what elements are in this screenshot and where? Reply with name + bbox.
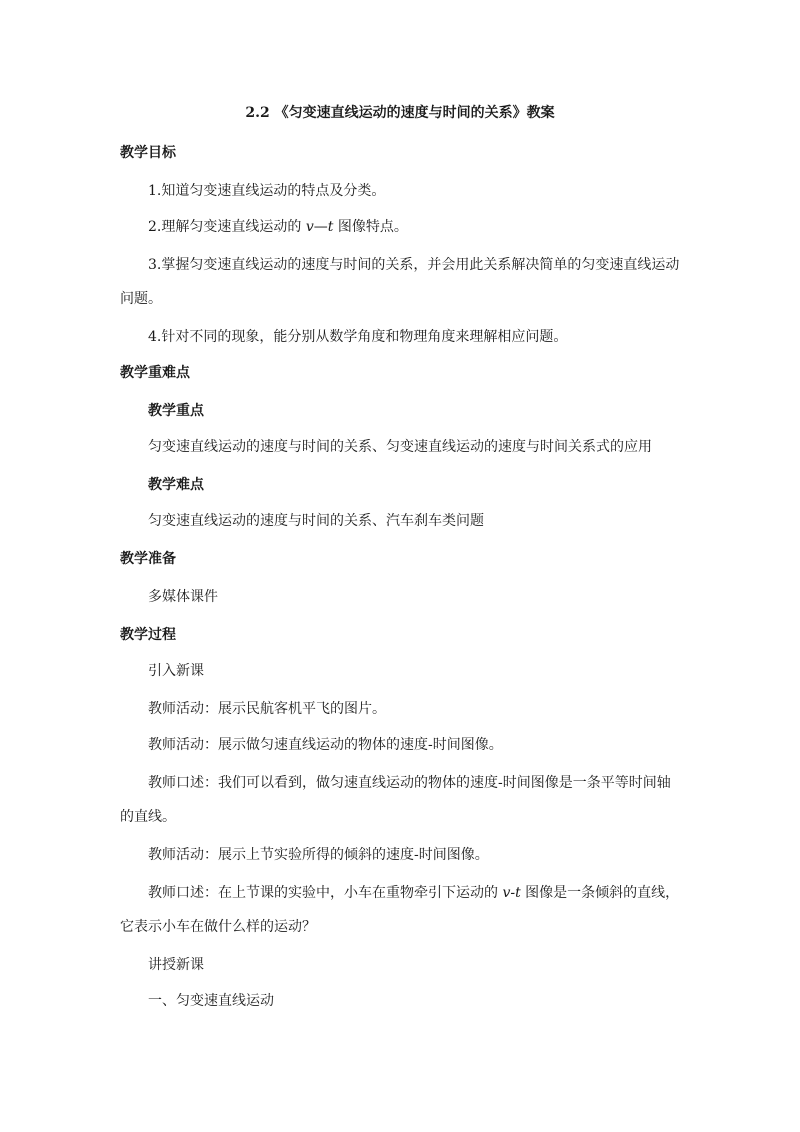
- heading-teaching-preparation: 教学准备: [120, 551, 176, 567]
- process-intro: 引入新课: [148, 663, 204, 679]
- process-lecture: 讲授新课: [148, 957, 204, 973]
- process-oral-2-var: v-t: [502, 885, 521, 901]
- goal-item-3-line-2: 问题。: [120, 291, 162, 307]
- process-oral-2-line-2: 它表示小车在做什么样的运动？: [120, 919, 316, 935]
- process-activity-3: 教师活动：展示上节实验所得的倾斜的速度-时间图像。: [148, 847, 489, 863]
- heading-difficult-points: 教学难点: [148, 477, 204, 493]
- heading-teaching-goals: 教学目标: [120, 145, 176, 161]
- process-oral-2-pre: 教师口述：在上节课的实验中，小车在重物牵引下运动的: [148, 885, 503, 901]
- heading-key-difficult-points: 教学重难点: [120, 365, 190, 381]
- process-subsection-1: 一、匀变速直线运动: [148, 993, 274, 1009]
- preparation-text: 多媒体课件: [148, 589, 218, 605]
- heading-teaching-process: 教学过程: [120, 627, 176, 643]
- goal-item-2-pre: 2.理解匀变速直线运动的: [148, 219, 306, 235]
- goal-item-1: 1.知道匀变速直线运动的特点及分类。: [148, 183, 386, 199]
- goal-item-4: 4.针对不同的现象，能分别从数学角度和物理角度来理解相应问题。: [148, 329, 568, 345]
- goal-item-2-var-t: t: [327, 219, 334, 235]
- goal-item-2-post: 图像特点。: [333, 219, 408, 235]
- process-oral-2-line-1: [148, 884, 679, 902]
- heading-key-points: 教学重点: [148, 403, 204, 419]
- document-title: 2.2 《匀变速直线运动的速度与时间的关系》教案: [245, 105, 555, 121]
- process-activity-1: 教师活动：展示民航客机平飞的图片。: [148, 701, 386, 717]
- process-activity-2: 教师活动：展示做匀速直线运动的物体的速度-时间图像。: [148, 737, 503, 753]
- process-oral-2-post: 图像是一条倾斜的直线，: [520, 885, 680, 901]
- process-oral-1-line-2: 的直线。: [120, 809, 176, 825]
- goal-item-2-var-v: v: [305, 219, 314, 235]
- process-oral-1-line-1: 教师口述：我们可以看到，做匀速直线运动的物体的速度-时间图像是一条平等时间轴: [148, 775, 671, 791]
- difficult-points-text: 匀变速直线运动的速度与时间的关系、汽车刹车类问题: [148, 513, 484, 529]
- goal-item-2: [148, 218, 408, 236]
- goal-item-3-line-1: 3.掌握匀变速直线运动的速度与时间的关系，并会用此关系解决简单的匀变速直线运动: [148, 257, 680, 273]
- goal-item-2-dash: —: [313, 219, 328, 235]
- key-points-text: 匀变速直线运动的速度与时间的关系、匀变速直线运动的速度与时间关系式的应用: [148, 439, 652, 455]
